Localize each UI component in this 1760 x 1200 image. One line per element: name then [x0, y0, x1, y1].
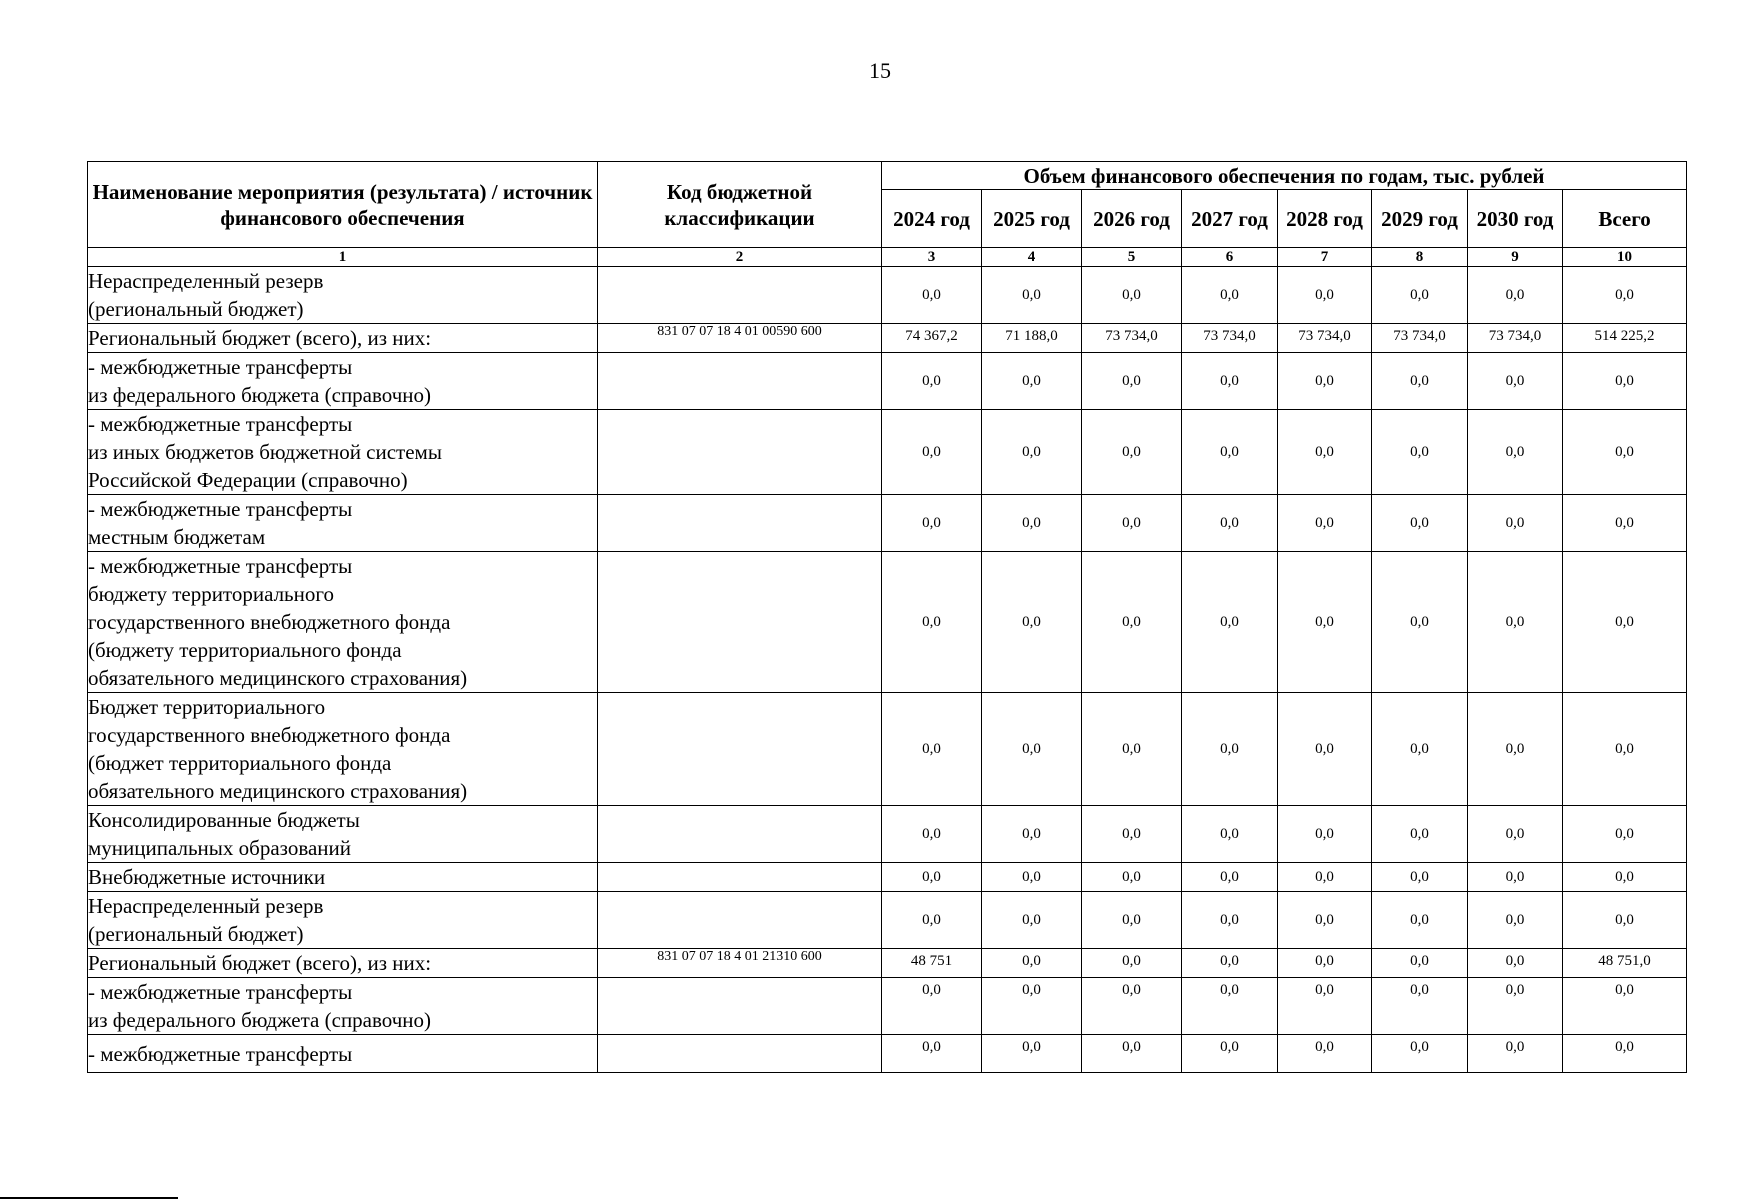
header-name-column: Наименование мероприятия (результата) / источник финансового обеспечения [88, 162, 598, 248]
row-total-value: 0,0 [1563, 552, 1687, 693]
row-year-value: 0,0 [1278, 806, 1372, 863]
row-name: Нераспределенный резерв (региональный бюджет) [88, 267, 598, 324]
row-year-value: 0,0 [1372, 806, 1468, 863]
row-year-value: 0,0 [1278, 410, 1372, 495]
row-year-value: 0,0 [1278, 353, 1372, 410]
row-year-value: 0,0 [982, 863, 1082, 892]
header-year-2025: 2025 год [982, 190, 1082, 248]
table-row [88, 353, 1687, 410]
row-year-value: 0,0 [1082, 410, 1182, 495]
row-year-value: 0,0 [1182, 410, 1278, 495]
row-year-value: 0,0 [1468, 552, 1563, 693]
column-number: 10 [1563, 248, 1687, 267]
row-total-value: 514 225,2 [1563, 324, 1687, 353]
table-header [88, 162, 1687, 267]
row-year-value: 48 751 [882, 949, 982, 978]
row-year-value: 0,0 [1182, 892, 1278, 949]
row-year-value: 0,0 [1182, 693, 1278, 806]
header-year-2027: 2027 год [1182, 190, 1278, 248]
row-name: Нераспределенный резерв (региональный бюджет) [88, 892, 598, 949]
row-name: - межбюджетные трансферты из федерального бюджета (справочно) [88, 353, 598, 410]
row-year-value: 0,0 [1372, 693, 1468, 806]
financing-table [87, 161, 1687, 1073]
row-year-value: 0,0 [1082, 693, 1182, 806]
row-budget-code [598, 978, 882, 1035]
row-year-value: 0,0 [1372, 552, 1468, 693]
row-year-value: 0,0 [1082, 806, 1182, 863]
row-total-value: 0,0 [1563, 693, 1687, 806]
row-year-value: 0,0 [1082, 978, 1182, 1035]
row-year-value: 0,0 [1372, 1035, 1468, 1073]
row-year-value: 0,0 [1082, 863, 1182, 892]
row-name: - межбюджетные трансферты [88, 1035, 598, 1073]
row-budget-code [598, 410, 882, 495]
row-year-value: 0,0 [982, 949, 1082, 978]
row-total-value: 0,0 [1563, 978, 1687, 1035]
row-year-value: 0,0 [1468, 863, 1563, 892]
row-year-value: 0,0 [1082, 552, 1182, 693]
row-year-value: 0,0 [1182, 949, 1278, 978]
column-number: 9 [1468, 248, 1563, 267]
row-budget-code [598, 552, 882, 693]
row-budget-code [598, 693, 882, 806]
row-name: Региональный бюджет (всего), из них: [88, 949, 598, 978]
row-name: - межбюджетные трансферты из иных бюджетов бюджетной системы Российской Федерации (справочно) [88, 410, 598, 495]
row-year-value: 0,0 [882, 892, 982, 949]
row-year-value: 0,0 [982, 806, 1082, 863]
table-row [88, 495, 1687, 552]
row-year-value: 0,0 [1182, 267, 1278, 324]
table-row [88, 324, 1687, 353]
row-year-value: 0,0 [1082, 495, 1182, 552]
column-number: 5 [1082, 248, 1182, 267]
row-name: Внебюджетные источники [88, 863, 598, 892]
row-year-value: 0,0 [882, 806, 982, 863]
row-year-value: 0,0 [1372, 495, 1468, 552]
row-year-value: 0,0 [1468, 410, 1563, 495]
row-year-value: 74 367,2 [882, 324, 982, 353]
table-row [88, 949, 1687, 978]
row-year-value: 0,0 [982, 693, 1082, 806]
row-year-value: 0,0 [882, 1035, 982, 1073]
row-year-value: 0,0 [1278, 949, 1372, 978]
column-number: 1 [88, 248, 598, 267]
row-year-value: 0,0 [1182, 552, 1278, 693]
row-total-value: 0,0 [1563, 1035, 1687, 1073]
row-total-value: 0,0 [1563, 892, 1687, 949]
table-row [88, 892, 1687, 949]
row-year-value: 0,0 [1278, 267, 1372, 324]
footer-divider [0, 1197, 178, 1199]
row-year-value: 0,0 [1278, 495, 1372, 552]
row-year-value: 0,0 [1372, 863, 1468, 892]
row-year-value: 0,0 [1182, 806, 1278, 863]
row-year-value: 0,0 [1082, 1035, 1182, 1073]
row-budget-code [598, 863, 882, 892]
row-total-value: 0,0 [1563, 495, 1687, 552]
header-year-2028: 2028 год [1278, 190, 1372, 248]
row-budget-code [598, 1035, 882, 1073]
column-number: 2 [598, 248, 882, 267]
table-row [88, 552, 1687, 693]
row-year-value: 0,0 [882, 863, 982, 892]
row-year-value: 0,0 [1468, 949, 1563, 978]
row-budget-code [598, 353, 882, 410]
header-year-2030: 2030 год [1468, 190, 1563, 248]
row-year-value: 0,0 [1082, 892, 1182, 949]
row-year-value: 73 734,0 [1372, 324, 1468, 353]
row-year-value: 0,0 [1468, 806, 1563, 863]
header-volume-column: Объем финансового обеспечения по годам, тыс. рублей [882, 162, 1687, 190]
row-name: Консолидированные бюджеты муниципальных образований [88, 806, 598, 863]
row-name: - межбюджетные трансферты бюджету территориального государственного внебюджетного фонда (бюджету территориального фонда обязательного медицинского страхования) [88, 552, 598, 693]
row-year-value: 0,0 [1278, 693, 1372, 806]
row-year-value: 0,0 [882, 495, 982, 552]
row-year-value: 0,0 [1372, 892, 1468, 949]
row-year-value: 0,0 [882, 353, 982, 410]
row-year-value: 0,0 [882, 410, 982, 495]
row-year-value: 0,0 [1278, 1035, 1372, 1073]
row-year-value: 0,0 [1182, 353, 1278, 410]
row-year-value: 73 734,0 [1468, 324, 1563, 353]
row-budget-code [598, 267, 882, 324]
column-number: 8 [1372, 248, 1468, 267]
row-year-value: 0,0 [1468, 892, 1563, 949]
table-row [88, 806, 1687, 863]
row-year-value: 0,0 [882, 693, 982, 806]
page-number: 15 [869, 58, 891, 83]
row-year-value: 0,0 [1278, 892, 1372, 949]
row-year-value: 73 734,0 [1278, 324, 1372, 353]
row-total-value: 48 751,0 [1563, 949, 1687, 978]
row-name: - межбюджетные трансферты местным бюджетам [88, 495, 598, 552]
row-name: Региональный бюджет (всего), из них: [88, 324, 598, 353]
row-year-value: 0,0 [1082, 353, 1182, 410]
table-row [88, 693, 1687, 806]
table-row [88, 267, 1687, 324]
row-year-value: 0,0 [1182, 978, 1278, 1035]
row-year-value: 0,0 [982, 353, 1082, 410]
header-year-2024: 2024 год [882, 190, 982, 248]
row-year-value: 0,0 [1468, 495, 1563, 552]
row-total-value: 0,0 [1563, 806, 1687, 863]
row-year-value: 0,0 [1468, 267, 1563, 324]
row-year-value: 0,0 [1278, 978, 1372, 1035]
row-year-value: 0,0 [982, 978, 1082, 1035]
table-body [88, 267, 1687, 1073]
header-year-2029: 2029 год [1372, 190, 1468, 248]
row-year-value: 0,0 [1468, 353, 1563, 410]
row-year-value: 0,0 [1372, 978, 1468, 1035]
row-year-value: 0,0 [1182, 863, 1278, 892]
row-year-value: 0,0 [1468, 978, 1563, 1035]
row-year-value: 0,0 [1278, 863, 1372, 892]
row-year-value: 0,0 [982, 1035, 1082, 1073]
row-year-value: 0,0 [1182, 495, 1278, 552]
row-year-value: 0,0 [882, 267, 982, 324]
row-year-value: 0,0 [1372, 267, 1468, 324]
row-budget-code [598, 806, 882, 863]
row-name: - межбюджетные трансферты из федерального бюджета (справочно) [88, 978, 598, 1035]
row-year-value: 0,0 [982, 410, 1082, 495]
column-number: 4 [982, 248, 1082, 267]
row-budget-code [598, 892, 882, 949]
header-total: Всего [1563, 190, 1687, 248]
row-year-value: 71 188,0 [982, 324, 1082, 353]
row-budget-code [598, 495, 882, 552]
table-row [88, 863, 1687, 892]
row-year-value: 0,0 [982, 495, 1082, 552]
column-numbers-row [88, 248, 1687, 267]
row-budget-code: 831 07 07 18 4 01 00590 600 [598, 324, 882, 353]
row-year-value: 0,0 [1082, 267, 1182, 324]
row-year-value: 0,0 [1182, 1035, 1278, 1073]
row-year-value: 0,0 [982, 892, 1082, 949]
row-total-value: 0,0 [1563, 267, 1687, 324]
row-year-value: 73 734,0 [1082, 324, 1182, 353]
table-row [88, 410, 1687, 495]
row-year-value: 0,0 [1468, 693, 1563, 806]
column-number: 3 [882, 248, 982, 267]
column-number: 7 [1278, 248, 1372, 267]
row-year-value: 0,0 [882, 552, 982, 693]
table-row [88, 1035, 1687, 1073]
header-code-column: Код бюджетной классификации [598, 162, 882, 248]
table-row [88, 978, 1687, 1035]
row-year-value: 0,0 [1372, 410, 1468, 495]
column-number: 6 [1182, 248, 1278, 267]
row-year-value: 0,0 [1372, 353, 1468, 410]
row-year-value: 0,0 [1082, 949, 1182, 978]
header-year-2026: 2026 год [1082, 190, 1182, 248]
row-year-value: 0,0 [1372, 949, 1468, 978]
row-year-value: 0,0 [1278, 552, 1372, 693]
row-year-value: 0,0 [982, 267, 1082, 324]
row-year-value: 0,0 [982, 552, 1082, 693]
row-year-value: 0,0 [1468, 1035, 1563, 1073]
row-total-value: 0,0 [1563, 353, 1687, 410]
row-year-value: 73 734,0 [1182, 324, 1278, 353]
row-total-value: 0,0 [1563, 410, 1687, 495]
row-year-value: 0,0 [882, 978, 982, 1035]
row-budget-code: 831 07 07 18 4 01 21310 600 [598, 949, 882, 978]
row-total-value: 0,0 [1563, 863, 1687, 892]
row-name: Бюджет территориального государственного внебюджетного фонда (бюджет территориального фонда обязательного медицинского страхования) [88, 693, 598, 806]
